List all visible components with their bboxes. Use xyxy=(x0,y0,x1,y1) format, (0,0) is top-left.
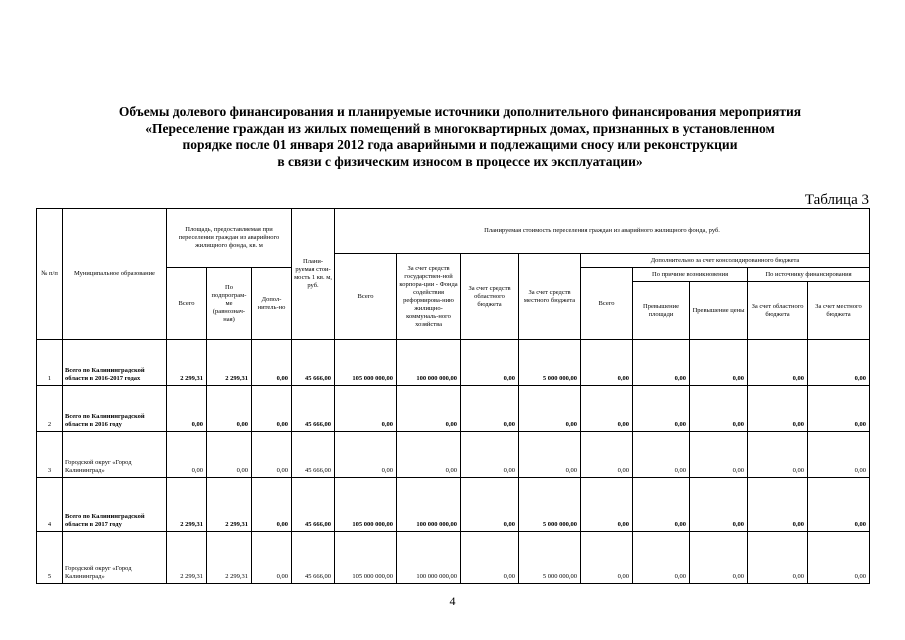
row-name: Всего по Калининградской области в 2016-2017 годах xyxy=(63,340,167,386)
cell-cons-total: 0,00 xyxy=(581,432,633,478)
cell-area-program: 2 299,31 xyxy=(207,340,252,386)
cell-planned-cost: 45 666,00 xyxy=(292,386,335,432)
cell-src-regional: 0,00 xyxy=(748,386,808,432)
header-cons-total: Всего xyxy=(581,268,633,340)
document-title xyxy=(60,104,860,170)
table-row xyxy=(37,478,870,532)
header-area-total: Всего xyxy=(167,268,207,340)
cell-cost-total: 0,00 xyxy=(335,432,397,478)
cell-cost-total: 0,00 xyxy=(335,386,397,432)
cell-cost-regional: 0,00 xyxy=(461,532,519,584)
cell-cost-total: 105 000 000,00 xyxy=(335,532,397,584)
row-name: Городской округ «Город Калининград» xyxy=(63,532,167,584)
header-by-source: По источнику финансирования xyxy=(748,268,870,282)
cell-excess-price: 0,00 xyxy=(690,478,748,532)
cell-cost-fund: 0,00 xyxy=(397,432,461,478)
cell-area-program: 0,00 xyxy=(207,386,252,432)
row-number: 5 xyxy=(37,532,63,584)
title-line: Объемы долевого финансирования и планируемые источники дополнительного финансирования мероприятия xyxy=(118,104,802,119)
cell-cost-local: 5 000 000,00 xyxy=(519,478,581,532)
cell-excess-price: 0,00 xyxy=(690,532,748,584)
cell-cost-local: 0,00 xyxy=(519,432,581,478)
table-label: Таблица 3 xyxy=(804,192,869,208)
table-row xyxy=(37,340,870,386)
title-line: «Переселение граждан из жилых помещений в многоквартирных домах, признанных в установленном xyxy=(145,120,775,136)
header-excess-price: Превышение цены xyxy=(690,282,748,340)
header-src-local: За счет местного бюджета xyxy=(808,282,870,340)
table-row xyxy=(37,432,870,478)
cell-excess-price: 0,00 xyxy=(690,340,748,386)
cell-cost-local: 0,00 xyxy=(519,386,581,432)
cell-area-total: 2 299,31 xyxy=(167,478,207,532)
title-line: в связи с физическим износом в процессе их эксплуатации» xyxy=(277,153,643,169)
cell-src-local: 0,00 xyxy=(808,432,870,478)
cell-src-local: 0,00 xyxy=(808,478,870,532)
cell-area-total: 2 299,31 xyxy=(167,340,207,386)
cell-area-total: 0,00 xyxy=(167,386,207,432)
cell-src-regional: 0,00 xyxy=(748,432,808,478)
header-cost-regional: За счет средств областного бюджета xyxy=(461,254,519,340)
cell-cost-local: 5 000 000,00 xyxy=(519,532,581,584)
cell-src-regional: 0,00 xyxy=(748,478,808,532)
cell-cost-total: 105 000 000,00 xyxy=(335,478,397,532)
cell-cons-total: 0,00 xyxy=(581,532,633,584)
cell-area-program: 2 299,31 xyxy=(207,532,252,584)
header-cost-group: Планируемая стоимость переселения граждан из аварийного жилищного фонда, руб. xyxy=(335,209,870,254)
cell-planned-cost: 45 666,00 xyxy=(292,432,335,478)
cell-excess-price: 0,00 xyxy=(690,386,748,432)
cell-src-local: 0,00 xyxy=(808,340,870,386)
row-name: Всего по Калининградской области в 2017 году xyxy=(63,478,167,532)
cell-excess-area: 0,00 xyxy=(633,532,690,584)
table-row xyxy=(37,386,870,432)
cell-cost-regional: 0,00 xyxy=(461,340,519,386)
header-area-additional: Допол-нитель-но xyxy=(252,268,292,340)
cell-cost-fund: 100 000 000,00 xyxy=(397,478,461,532)
cell-cost-regional: 0,00 xyxy=(461,432,519,478)
financing-table xyxy=(36,208,870,584)
header-by-reason: По причине возникновения xyxy=(633,268,748,282)
cell-area-additional: 0,00 xyxy=(252,340,292,386)
cell-area-total: 2 299,31 xyxy=(167,532,207,584)
cell-cost-total: 105 000 000,00 xyxy=(335,340,397,386)
table-body xyxy=(37,340,870,584)
page-number: 4 xyxy=(449,594,456,608)
header-excess-area: Превышение площади xyxy=(633,282,690,340)
cell-excess-area: 0,00 xyxy=(633,340,690,386)
row-number: 4 xyxy=(37,478,63,532)
cell-area-program: 2 299,31 xyxy=(207,478,252,532)
table-row xyxy=(37,532,870,584)
header-cost-local: За счет средств местного бюджета xyxy=(519,254,581,340)
cell-area-total: 0,00 xyxy=(167,432,207,478)
row-name: Городской округ «Город Калининград» xyxy=(63,432,167,478)
cell-excess-area: 0,00 xyxy=(633,432,690,478)
row-name: Всего по Калининградской области в 2016 году xyxy=(63,386,167,432)
cell-planned-cost: 45 666,00 xyxy=(292,532,335,584)
table-header xyxy=(37,209,870,340)
cell-cost-fund: 100 000 000,00 xyxy=(397,532,461,584)
cell-planned-cost: 45 666,00 xyxy=(292,478,335,532)
cell-area-additional: 0,00 xyxy=(252,432,292,478)
header-consolidated-group: Дополнительно за счет консолидированного бюджета xyxy=(581,254,870,268)
cell-src-local: 0,00 xyxy=(808,532,870,584)
cell-area-additional: 0,00 xyxy=(252,532,292,584)
cell-src-regional: 0,00 xyxy=(748,532,808,584)
cell-cons-total: 0,00 xyxy=(581,386,633,432)
row-number: 1 xyxy=(37,340,63,386)
cell-cost-regional: 0,00 xyxy=(461,478,519,532)
cell-planned-cost: 45 666,00 xyxy=(292,340,335,386)
header-src-regional: За счет областного бюджета xyxy=(748,282,808,340)
cell-cons-total: 0,00 xyxy=(581,478,633,532)
cell-cost-regional: 0,00 xyxy=(461,386,519,432)
cell-excess-price: 0,00 xyxy=(690,432,748,478)
cell-area-additional: 0,00 xyxy=(252,478,292,532)
cell-area-additional: 0,00 xyxy=(252,386,292,432)
cell-excess-area: 0,00 xyxy=(633,478,690,532)
row-number: 3 xyxy=(37,432,63,478)
cell-area-program: 0,00 xyxy=(207,432,252,478)
header-no: № п/п xyxy=(37,209,63,340)
cell-cost-fund: 0,00 xyxy=(397,386,461,432)
header-cost-fund: За счет средств государствен-ной корпора-ции - Фонда содействия реформирова-нию жилищно-коммуналь-ного хозяйства xyxy=(397,254,461,340)
cell-cost-fund: 100 000 000,00 xyxy=(397,340,461,386)
cell-cost-local: 5 000 000,00 xyxy=(519,340,581,386)
title-line: порядке после 01 января 2012 года аварийными и подлежащими сносу или реконструкции xyxy=(182,137,738,152)
cell-cons-total: 0,00 xyxy=(581,340,633,386)
row-number: 2 xyxy=(37,386,63,432)
cell-src-local: 0,00 xyxy=(808,386,870,432)
header-municipality: Муниципальное образование xyxy=(63,209,167,340)
header-planned-cost: Плани-руемая стои-мость 1 кв. м, руб. xyxy=(292,209,335,340)
cell-src-regional: 0,00 xyxy=(748,340,808,386)
cell-excess-area: 0,00 xyxy=(633,386,690,432)
header-area-group: Площадь, предоставляемая при переселении граждан из аварийного жилищного фонда, кв. м xyxy=(167,209,292,268)
header-area-program: По подпрограм-ме (равнознач-ная) xyxy=(207,268,252,340)
header-cost-total: Всего xyxy=(335,254,397,340)
